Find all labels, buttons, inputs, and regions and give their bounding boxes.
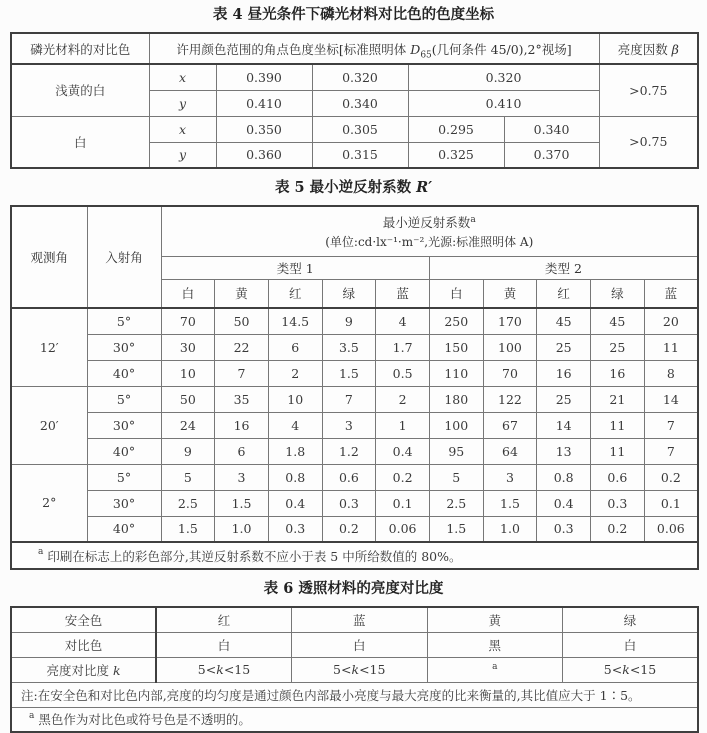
- table-6: [10, 606, 699, 733]
- ratio-cell: [292, 657, 428, 682]
- table5-footnote-row: [11, 542, 698, 569]
- luminance-factor-text: 亮度因数: [617, 41, 672, 57]
- observation-angle-cell: 20′: [11, 386, 87, 464]
- value-cell: 1.5: [322, 360, 376, 386]
- coefficient-footnote-marker: a: [470, 214, 476, 225]
- value-cell: 0.5: [376, 360, 430, 386]
- value-cell: 100: [429, 412, 483, 438]
- color-header-cell: 红: [537, 279, 591, 308]
- table-row: [11, 386, 698, 412]
- value-cell: 1.8: [268, 438, 322, 464]
- safety-color-cell: 红: [156, 607, 292, 632]
- table-row: [11, 334, 698, 360]
- row-name-cell: 白: [11, 116, 149, 168]
- value-cell: 2.5: [429, 490, 483, 516]
- table-row: [11, 490, 698, 516]
- value-cell: 5: [429, 464, 483, 490]
- table5-header-type1: 类型 1: [161, 256, 429, 279]
- value-cell: 3: [483, 464, 537, 490]
- entrance-angle-cell: 5°: [87, 386, 161, 412]
- value-cell: 10: [268, 386, 322, 412]
- value-cell: 0.350: [216, 116, 312, 142]
- footnote-text: 印刷在标志上的彩色部分,其逆反射系数不应小于表 5 中所给数值的 80%。: [43, 548, 462, 564]
- value-cell: 7: [322, 386, 376, 412]
- value-cell: 100: [483, 334, 537, 360]
- entrance-angle-cell: 40°: [87, 516, 161, 542]
- value-cell: 1.7: [376, 334, 430, 360]
- value-cell: 0.2: [376, 464, 430, 490]
- value-cell: 0.4: [537, 490, 591, 516]
- value-cell: 0.315: [312, 142, 408, 168]
- color-header-cell: 蓝: [376, 279, 430, 308]
- value-cell: 67: [483, 412, 537, 438]
- value-cell: 21: [591, 386, 645, 412]
- value-cell: 0.2: [644, 464, 698, 490]
- value-cell: 14: [644, 386, 698, 412]
- value-cell: 16: [537, 360, 591, 386]
- value-cell: 7: [215, 360, 269, 386]
- value-cell: 1.0: [483, 516, 537, 542]
- value-cell: 0.1: [376, 490, 430, 516]
- value-cell: 35: [215, 386, 269, 412]
- entrance-angle-cell: 40°: [87, 438, 161, 464]
- value-cell: 24: [161, 412, 215, 438]
- contrast-color-cell: 白: [156, 632, 292, 657]
- value-cell: 20: [644, 308, 698, 334]
- safety-color-cell: 蓝: [292, 607, 428, 632]
- coordinate-axis-cell: x: [149, 64, 216, 90]
- color-header-cell: 黄: [483, 279, 537, 308]
- value-cell: 1.0: [215, 516, 269, 542]
- entrance-angle-cell: 40°: [87, 360, 161, 386]
- value-cell: 16: [215, 412, 269, 438]
- value-cell: 0.1: [644, 490, 698, 516]
- value-cell: 0.8: [268, 464, 322, 490]
- contrast-color-cell: 黑: [427, 632, 563, 657]
- row-name-cell: 浅黄的白: [11, 64, 149, 116]
- value-cell: 25: [591, 334, 645, 360]
- value-cell: 95: [429, 438, 483, 464]
- value-cell: 6: [268, 334, 322, 360]
- value-cell: 1.2: [322, 438, 376, 464]
- value-cell: 0.340: [504, 116, 599, 142]
- safety-color-cell: 黄: [427, 607, 563, 632]
- table-row: [11, 464, 698, 490]
- table5-footnote: $^a$ 印刷在标志上的彩色部分,其逆反射系数不应小于表 5 中所给数值的 80%。: [11, 542, 698, 569]
- value-cell: 0.3: [322, 490, 376, 516]
- value-cell: 3: [215, 464, 269, 490]
- table5-header-observation-angle: 观测角: [11, 206, 87, 308]
- table-5: [10, 205, 699, 570]
- value-cell: 0.340: [312, 90, 408, 116]
- color-header-cell: 红: [268, 279, 322, 308]
- ratio-label: [11, 657, 156, 682]
- entrance-angle-cell: 30°: [87, 412, 161, 438]
- value-cell: 0.4: [376, 438, 430, 464]
- value-cell: 5: [161, 464, 215, 490]
- ratio-value-text: <15: [223, 662, 251, 677]
- color-header-cell: 蓝: [644, 279, 698, 308]
- table5-header-coefficient: [161, 206, 698, 256]
- ratio-cell-footnote: [427, 657, 563, 682]
- color-header-cell: 绿: [322, 279, 376, 308]
- table-row: [11, 64, 698, 90]
- value-cell: 0.06: [644, 516, 698, 542]
- coordinate-axis-cell: y: [149, 142, 216, 168]
- value-cell: 0.410: [408, 90, 599, 116]
- value-cell: 180: [429, 386, 483, 412]
- value-cell: 64: [483, 438, 537, 464]
- value-cell: 7: [644, 412, 698, 438]
- value-cell: 70: [483, 360, 537, 386]
- value-cell: 4: [376, 308, 430, 334]
- value-cell: 11: [644, 334, 698, 360]
- value-cell: 0.3: [268, 516, 322, 542]
- k-symbol: k: [112, 662, 121, 678]
- value-cell: 150: [429, 334, 483, 360]
- entrance-angle-cell: 30°: [87, 490, 161, 516]
- footnote-text: 黑色作为对比色或符号色是不透明的。: [34, 712, 251, 728]
- value-cell: 0.6: [322, 464, 376, 490]
- illuminant-subscript: 65: [420, 50, 432, 60]
- table6-footnote: $^a$ 黑色作为对比色或符号色是不透明的。: [11, 707, 698, 732]
- value-cell: 11: [591, 438, 645, 464]
- value-cell: 0.325: [408, 142, 504, 168]
- value-cell: 0.2: [591, 516, 645, 542]
- table6-safety-row: [11, 607, 698, 632]
- table4-header-contrast-color: 磷光材料的对比色: [11, 33, 149, 64]
- table-4: [10, 32, 699, 169]
- color-header-cell: 白: [161, 279, 215, 308]
- table-row: [11, 516, 698, 542]
- value-cell: 0.2: [322, 516, 376, 542]
- table4-header-luminance-factor: [599, 33, 698, 64]
- ratio-value-text: 5<: [603, 662, 623, 677]
- k-symbol: k: [622, 662, 630, 677]
- illuminant-symbol: D: [410, 41, 421, 57]
- value-cell: 13: [537, 438, 591, 464]
- entrance-angle-cell: 5°: [87, 464, 161, 490]
- beta-value-cell: >0.75: [599, 116, 698, 168]
- value-cell: 1.5: [429, 516, 483, 542]
- value-cell: 1.5: [215, 490, 269, 516]
- safety-color-cell: 绿: [563, 607, 699, 632]
- coordinate-axis-cell: y: [149, 90, 216, 116]
- ratio-value-text: 5<: [197, 662, 217, 677]
- value-cell: 8: [644, 360, 698, 386]
- table4-title: 表 4 昼光条件下磷光材料对比色的色度坐标: [212, 6, 495, 23]
- value-cell: 0.320: [312, 64, 408, 90]
- ratio-value-text: <15: [629, 662, 657, 677]
- value-cell: 170: [483, 308, 537, 334]
- value-cell: 14: [537, 412, 591, 438]
- value-cell: 1.5: [161, 516, 215, 542]
- value-cell: 0.8: [537, 464, 591, 490]
- coefficient-title-line: [164, 213, 696, 231]
- table-row: [11, 360, 698, 386]
- value-cell: 3.5: [322, 334, 376, 360]
- ratio-cell: [563, 657, 699, 682]
- ratio-cell: [156, 657, 292, 682]
- coefficient-title-text: 最小逆反射系数: [382, 214, 471, 230]
- value-cell: 50: [161, 386, 215, 412]
- observation-angle-cell: 12′: [11, 308, 87, 386]
- value-cell: 2.5: [161, 490, 215, 516]
- entrance-angle-cell: 30°: [87, 334, 161, 360]
- value-cell: 45: [537, 308, 591, 334]
- table6-note: 注:在安全色和对比色内部,亮度的均匀度是通过颜色内部最小亮度与最大亮度的比来衡量的,其比值应大于 1∶5。: [11, 682, 698, 707]
- observation-angle-cell: 2°: [11, 464, 87, 542]
- coords-text: 许用颜色范围的角点色度坐标[标准照明体: [176, 41, 411, 57]
- value-cell: 2: [376, 386, 430, 412]
- r-prime-symbol: R′: [416, 179, 433, 196]
- value-cell: 0.370: [504, 142, 599, 168]
- color-header-cell: 绿: [591, 279, 645, 308]
- beta-value-cell: >0.75: [599, 64, 698, 116]
- value-cell: 25: [537, 334, 591, 360]
- table5-header-entrance-angle: 入射角: [87, 206, 161, 308]
- value-cell: 0.305: [312, 116, 408, 142]
- value-cell: 22: [215, 334, 269, 360]
- value-cell: 11: [591, 412, 645, 438]
- table6-contrast-row: [11, 632, 698, 657]
- value-cell: 45: [591, 308, 645, 334]
- table5-header-type2: 类型 2: [429, 256, 698, 279]
- coordinate-axis-cell: x: [149, 116, 216, 142]
- entrance-angle-cell: 5°: [87, 308, 161, 334]
- value-cell: 250: [429, 308, 483, 334]
- value-cell: 0.410: [216, 90, 312, 116]
- table4-header-row: [11, 33, 698, 64]
- coefficient-unit-line: (单位:cd·lx⁻¹·m⁻²,光源:标准照明体 A): [325, 234, 534, 249]
- table4-header-coordinates: [149, 33, 599, 64]
- value-cell: 0.295: [408, 116, 504, 142]
- color-header-cell: 白: [429, 279, 483, 308]
- value-cell: 1: [376, 412, 430, 438]
- table6-note-row: [11, 682, 698, 707]
- value-cell: 50: [215, 308, 269, 334]
- table6-ratio-row: [11, 657, 698, 682]
- value-cell: 0.320: [408, 64, 599, 90]
- contrast-color-cell: 白: [563, 632, 699, 657]
- table-row: [11, 438, 698, 464]
- color-header-cell: 黄: [215, 279, 269, 308]
- value-cell: 0.6: [591, 464, 645, 490]
- k-symbol: k: [216, 662, 224, 677]
- value-cell: 6: [215, 438, 269, 464]
- k-symbol: k: [351, 662, 360, 677]
- table5-title-text: 表 5 最小逆反射系数: [274, 179, 417, 196]
- table5-header-row-1: [11, 206, 698, 256]
- value-cell: 1.5: [483, 490, 537, 516]
- value-cell: 0.3: [591, 490, 645, 516]
- value-cell: 14.5: [268, 308, 322, 334]
- value-cell: 4: [268, 412, 322, 438]
- value-cell: 7: [644, 438, 698, 464]
- value-cell: 0.3: [537, 516, 591, 542]
- table6-footnote-row: [11, 707, 698, 732]
- contrast-color-cell: 白: [292, 632, 428, 657]
- value-cell: 122: [483, 386, 537, 412]
- value-cell: 9: [161, 438, 215, 464]
- table-row: [11, 412, 698, 438]
- value-cell: 0.360: [216, 142, 312, 168]
- table6-title: 表 6 透照材料的亮度对比度: [263, 580, 444, 597]
- footnote-marker: a: [492, 661, 498, 672]
- table-row: [11, 116, 698, 142]
- table5-title: [10, 177, 697, 199]
- value-cell: 0.06: [376, 516, 430, 542]
- value-cell: 2: [268, 360, 322, 386]
- value-cell: 25: [537, 386, 591, 412]
- safety-color-label: 安全色: [11, 607, 156, 632]
- ratio-label-text: 亮度对比度: [46, 662, 113, 678]
- ratio-value-text: <15: [359, 662, 386, 677]
- table-row: [11, 308, 698, 334]
- value-cell: 30: [161, 334, 215, 360]
- ratio-value-text: 5<: [333, 662, 352, 677]
- beta-symbol: β: [671, 41, 679, 57]
- contrast-color-label: 对比色: [11, 632, 156, 657]
- value-cell: 9: [322, 308, 376, 334]
- coords-text-tail: (几何条件 45/0),2°视场]: [431, 41, 572, 57]
- value-cell: 70: [161, 308, 215, 334]
- value-cell: 0.390: [216, 64, 312, 90]
- value-cell: 16: [591, 360, 645, 386]
- value-cell: 10: [161, 360, 215, 386]
- value-cell: 3: [322, 412, 376, 438]
- value-cell: 110: [429, 360, 483, 386]
- value-cell: 0.4: [268, 490, 322, 516]
